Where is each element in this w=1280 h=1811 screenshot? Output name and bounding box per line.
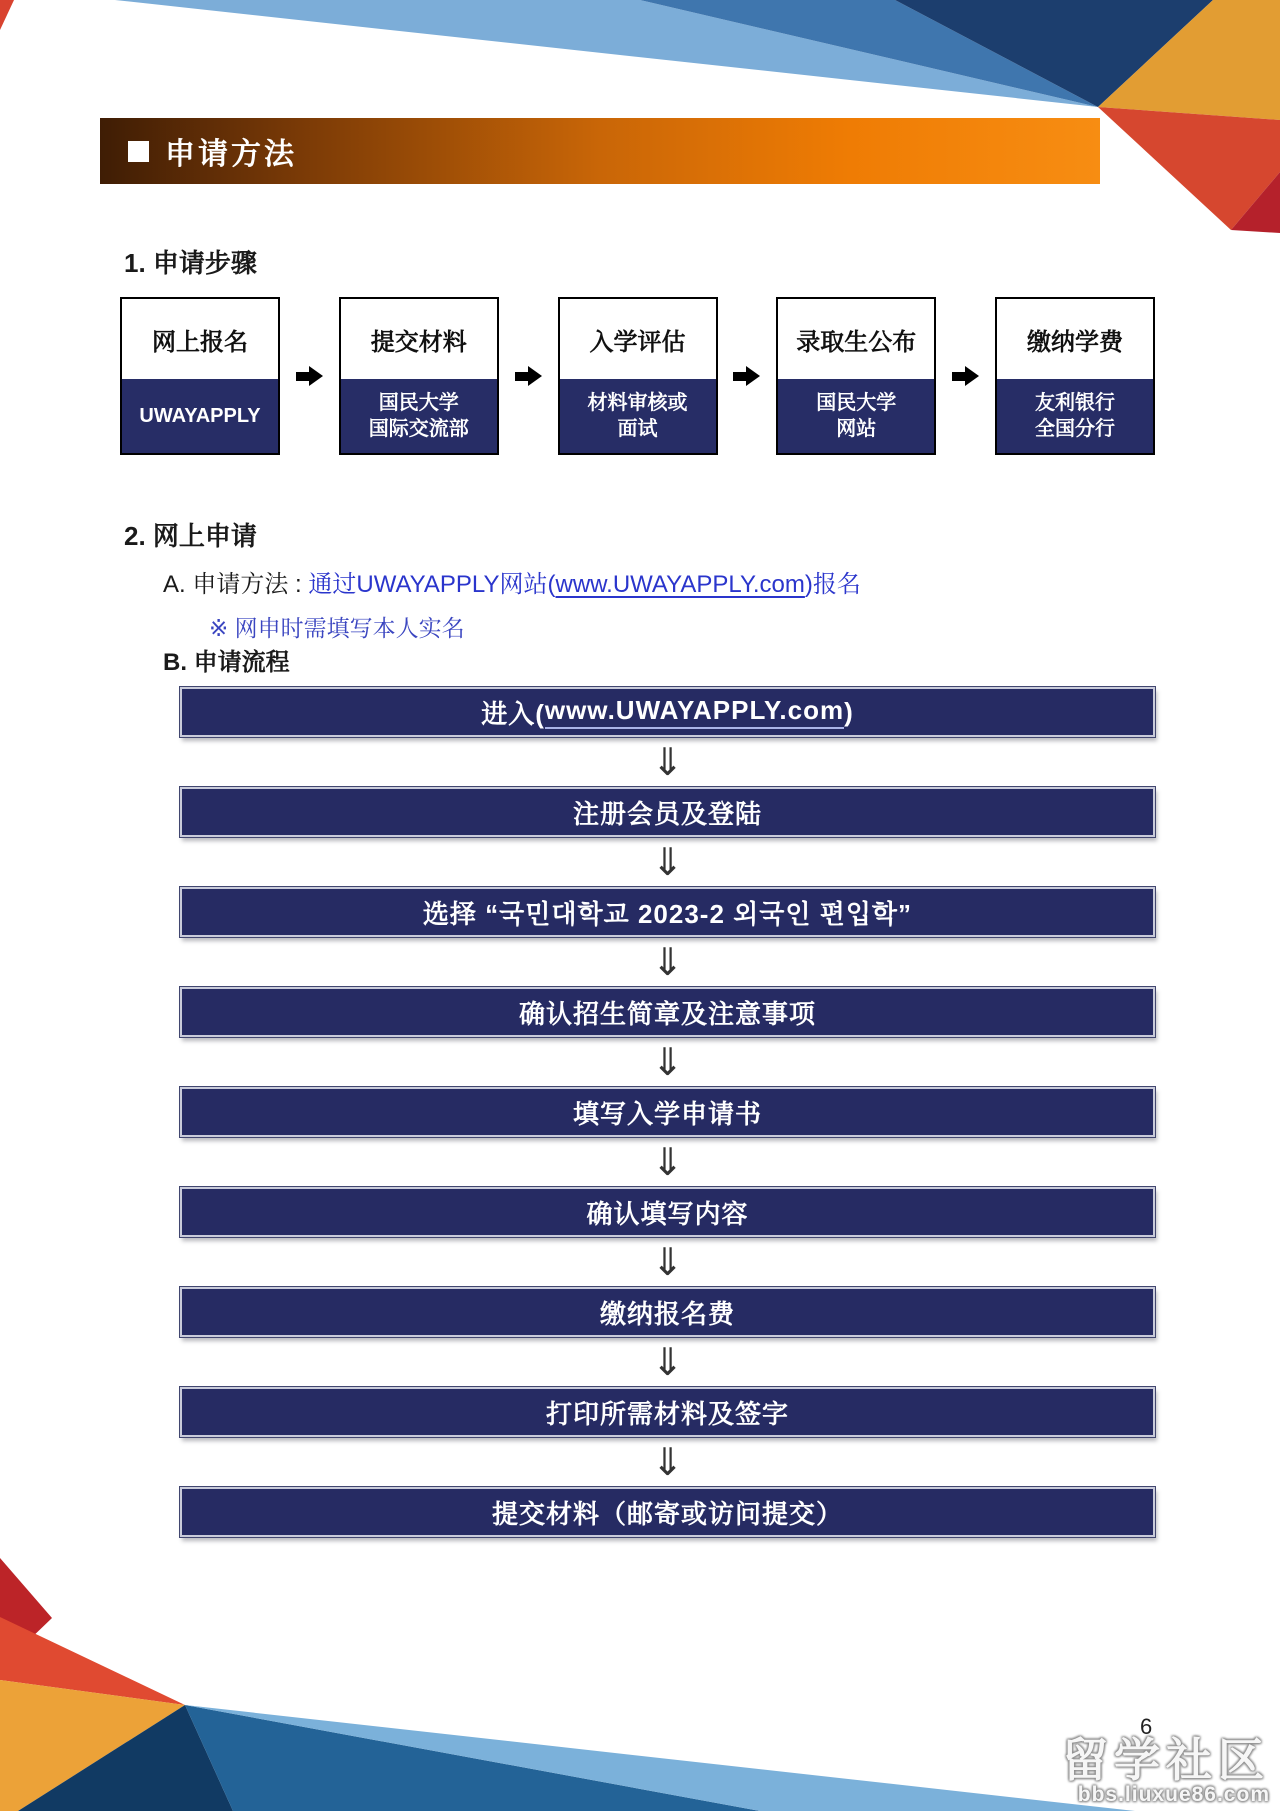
down-arrow-icon: ⇓ (651, 1241, 684, 1284)
page-number: 6 (1140, 1714, 1153, 1739)
step-subtitle-line: 网站 (836, 418, 877, 440)
application-process-heading: B. 申请流程 (163, 649, 290, 676)
section1-heading: 1. 申请步骤 (124, 248, 257, 278)
step-box-admitted-announcement (776, 297, 936, 455)
flow-url-link[interactable]: www.UWAYAPPLY.com (545, 695, 844, 729)
step-box-admission-evaluation (558, 297, 718, 455)
flow-text: 提交材料（邮寄或访问提交） (491, 1498, 843, 1529)
banner-bullet-icon (128, 141, 149, 162)
down-arrow-icon: ⇓ (651, 941, 684, 984)
step-box-pay-tuition (995, 297, 1155, 455)
down-arrow-icon: ⇓ (651, 1041, 684, 1084)
step-title: 录取生公布 (796, 328, 917, 356)
flow-text: 打印所需材料及签字 (545, 1398, 789, 1429)
application-flowchart (180, 687, 1155, 1537)
down-arrow-icon: ⇓ (651, 1441, 684, 1484)
right-arrow-icon (515, 366, 542, 386)
step-box-online-registration (120, 297, 280, 455)
step-subtitle-line: UWAYAPPLY (139, 405, 261, 427)
flow-step-pay-fee (180, 1287, 1155, 1337)
step-title: 入学评估 (589, 328, 686, 356)
step-subtitle-line: 材料审核或 (587, 392, 688, 414)
flow-text: 进入( (481, 698, 545, 729)
section-banner (100, 118, 1100, 184)
flow-step-register-login (180, 787, 1155, 837)
step-subtitle-line: 国际交流部 (368, 418, 469, 440)
flow-text: 注册会员及登陆 (572, 798, 762, 829)
flow-step-submit-materials (180, 1487, 1155, 1537)
flow-text: ) (844, 696, 854, 727)
flow-step-fill-application (180, 1087, 1155, 1137)
watermark-url: bbs.liuxue86.com (1077, 1783, 1270, 1806)
flow-text: 选择 “국민대학교 2023-2 외국인 편입학” (422, 898, 913, 929)
line-a-label: A. 申请方法 : (163, 571, 309, 598)
step-subtitle-line: 全国分行 (1035, 418, 1115, 440)
step-box-submit-materials (339, 297, 499, 455)
down-arrow-icon: ⇓ (651, 741, 684, 784)
flow-step-select-program (180, 887, 1155, 937)
step-subtitle (560, 379, 716, 453)
flow-text: 确认招生简章及注意事项 (518, 998, 816, 1029)
flow-step-enter-site (180, 687, 1155, 737)
application-steps-row (120, 297, 1155, 455)
flow-text: 填写入学申请书 (572, 1098, 762, 1129)
right-arrow-icon (733, 366, 760, 386)
section2-heading: 2. 网上申请 (124, 521, 257, 551)
step-subtitle (778, 379, 934, 453)
banner-title: 申请方法 (165, 138, 297, 171)
line-a-link-prefix: 通过UWAYAPPLY网站( (308, 571, 556, 598)
step-title: 网上报名 (152, 328, 248, 356)
down-arrow-icon: ⇓ (651, 1141, 684, 1184)
step-subtitle-line: 国民大学 (378, 392, 459, 414)
flow-step-confirm-guidelines (180, 987, 1155, 1037)
step-subtitle (341, 379, 497, 453)
step-subtitle-line: 国民大学 (816, 392, 897, 414)
step-subtitle (122, 379, 278, 453)
watermark-title: 留学社区 (1062, 1734, 1270, 1786)
application-method-line (163, 564, 861, 599)
flow-text: 确认填写内容 (586, 1198, 749, 1229)
watermark (1062, 1734, 1270, 1807)
down-arrow-icon: ⇓ (651, 1341, 684, 1384)
flow-step-print-sign (180, 1387, 1155, 1437)
flow-text: 缴纳报名费 (599, 1298, 735, 1329)
line-a-link-suffix: )报名 (804, 571, 861, 598)
flow-step-confirm-content (180, 1187, 1155, 1237)
real-name-note: ※ 网申时需填写本人实名 (209, 615, 465, 641)
step-subtitle (997, 379, 1153, 453)
down-arrow-icon: ⇓ (651, 841, 684, 884)
step-subtitle-line: 面试 (617, 418, 658, 440)
right-arrow-icon (296, 366, 323, 386)
step-title: 提交材料 (370, 328, 467, 356)
step-title: 缴纳学费 (1027, 328, 1123, 356)
right-arrow-icon (952, 366, 979, 386)
uwayapply-link[interactable]: www.UWAYAPPLY.com (555, 571, 805, 598)
step-subtitle-line: 友利银行 (1035, 392, 1115, 414)
